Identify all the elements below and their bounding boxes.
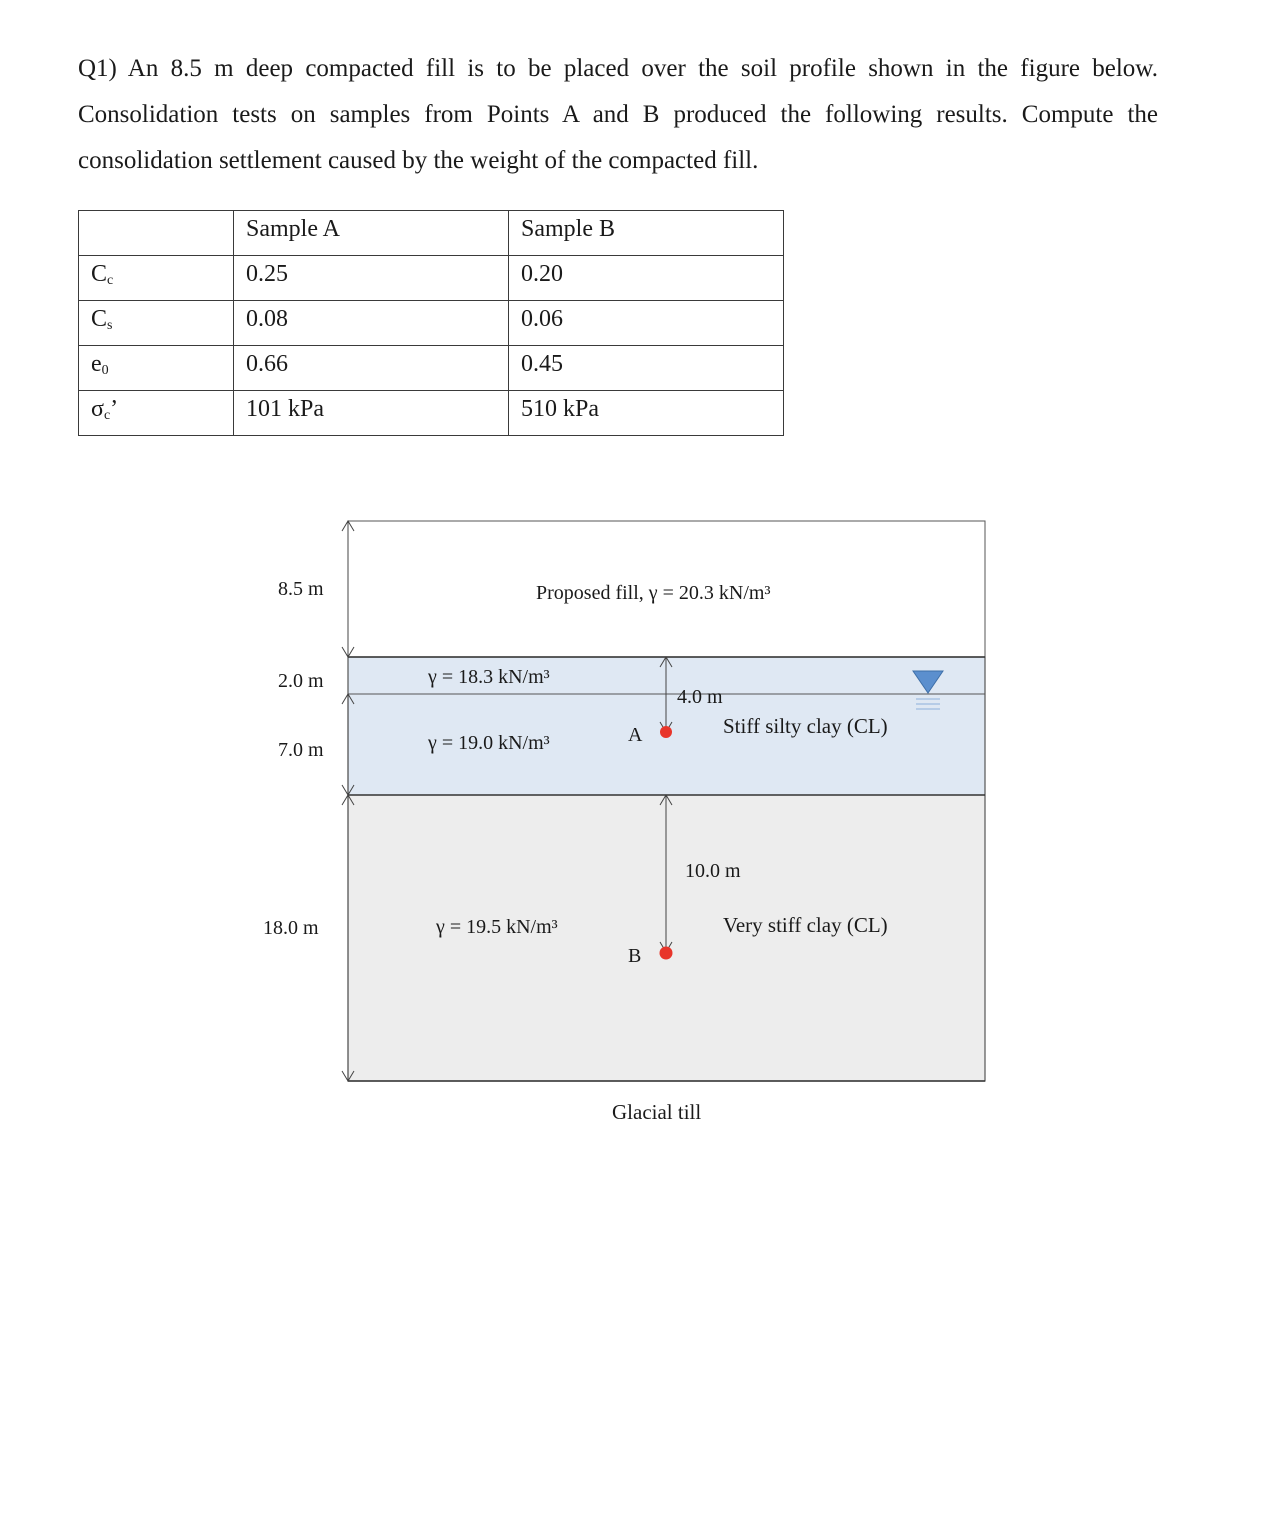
thickness-label-dry-clay: 2.0 m	[278, 670, 324, 692]
value-sigma-c-b: 510 kPa	[509, 391, 784, 436]
value-cs-a: 0.08	[234, 301, 509, 346]
thickness-label-wet-clay: 7.0 m	[278, 739, 324, 761]
value-e0-a: 0.66	[234, 346, 509, 391]
thickness-label-lower-clay: 18.0 m	[263, 917, 319, 939]
soil-label-upper: Stiff silty clay (CL)	[723, 714, 888, 738]
point-label-a: A	[628, 724, 643, 746]
question-text: Q1) An 8.5 m deep compacted fill is to be placed over the soil profile shown in the figure below. Consolidation tests on samples from Points A and B produced the following results. Compute the consolidation settlement caused by the weight of the compacted fill.	[78, 55, 1158, 174]
value-sigma-c-a: 101 kPa	[234, 391, 509, 436]
depth-label-point-b: 10.0 m	[685, 860, 741, 882]
value-cs-b: 0.06	[509, 301, 784, 346]
table-header-sample-a: Sample A	[234, 211, 509, 256]
value-cc-b: 0.20	[509, 256, 784, 301]
unit-weight-wet-clay: γ = 19.0 kN/m³	[428, 732, 550, 754]
value-e0-b: 0.45	[509, 346, 784, 391]
thickness-label-fill: 8.5 m	[278, 578, 324, 600]
fill-unit-weight-label: Proposed fill, γ = 20.3 kN/m³	[536, 582, 771, 604]
row-label-cc: $C_c$	[79, 256, 234, 301]
sample-point-a	[660, 726, 672, 738]
point-label-b: B	[628, 945, 642, 967]
sample-point-b	[660, 947, 673, 960]
soil-label-lower: Very stiff clay (CL)	[723, 913, 888, 937]
row-label-cs: $C_s$	[79, 301, 234, 346]
depth-label-point-a: 4.0 m	[677, 686, 723, 708]
unit-weight-dry-clay: γ = 18.3 kN/m³	[428, 666, 550, 688]
soil-label-base: Glacial till	[612, 1100, 702, 1124]
value-cc-a: 0.25	[234, 256, 509, 301]
unit-weight-lower-clay: γ = 19.5 kN/m³	[436, 916, 558, 938]
row-label-sigma-c: $\sigma_c$’	[79, 391, 234, 436]
table-header-sample-b: Sample B	[509, 211, 784, 256]
row-label-e0: $e_0$	[79, 346, 234, 391]
